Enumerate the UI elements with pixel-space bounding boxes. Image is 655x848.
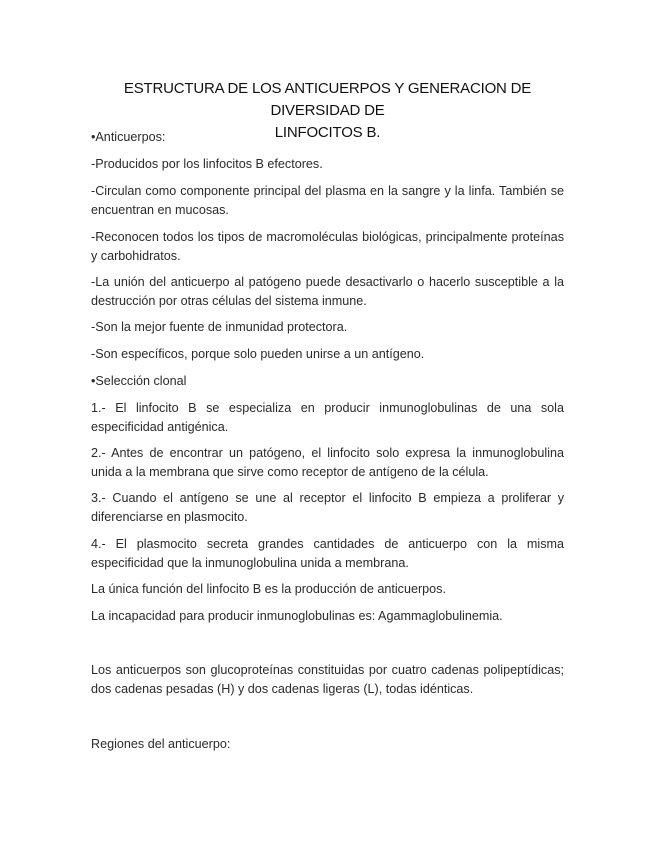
heading-seleccion-clonal: •Selección clonal (91, 374, 187, 388)
paragraph: -Son la mejor fuente de inmunidad protectora. (91, 320, 348, 334)
numbered-paragraph: 3.- Cuando el antígeno se une al receptor el linfocito B empieza a proliferar y diferenciarse en plasmocito. (91, 491, 564, 524)
paragraph: -La unión del anticuerpo al patógeno puede desactivarlo o hacerlo susceptible a la destrucción por otras células del sistema inmune. (91, 275, 564, 308)
numbered-paragraph: 2.- Antes de encontrar un patógeno, el linfocito solo expresa la inmunoglobulina unida a la membrana que sirve como receptor de antígeno de la célula. (91, 446, 564, 479)
paragraph: La incapacidad para producir inmunoglobulinas es: Agammaglobulinemia. (91, 609, 503, 623)
paragraph: Los anticuerpos son glucoproteínas constituidas por cuatro cadenas polipeptídicas; dos cadenas pesadas (H) y dos cadenas ligeras (L), todas idénticas. (91, 663, 564, 696)
paragraph: Regiones del anticuerpo: (91, 737, 231, 751)
paragraph: -Son específicos, porque solo pueden unirse a un antígeno. (91, 347, 425, 361)
numbered-paragraph: 4.- El plasmocito secreta grandes cantidades de anticuerpo con la misma especificidad que la inmunoglobulina unida a membrana. (91, 537, 564, 570)
title-line-1: ESTRUCTURA DE LOS ANTICUERPOS Y GENERACION DE DIVERSIDAD DE (123, 80, 532, 119)
paragraph: -Reconocen todos los tipos de macromoléculas biológicas, principalmente proteínas y carbohidratos. (91, 230, 564, 263)
paragraph: -Circulan como componente principal del plasma en la sangre y la linfa. También se encuentran en mucosas. (91, 184, 564, 217)
numbered-paragraph: 1.- El linfocito B se especializa en producir inmunoglobulinas de una sola especificidad antigénica. (91, 401, 564, 434)
paragraph: -Producidos por los linfocitos B efectores. (91, 157, 323, 171)
title-line-2: LINFOCITOS B. (274, 124, 381, 141)
paragraph: La única función del linfocito B es la producción de anticuerpos. (91, 582, 446, 596)
heading-anticuerpos: •Anticuerpos: (91, 130, 166, 144)
